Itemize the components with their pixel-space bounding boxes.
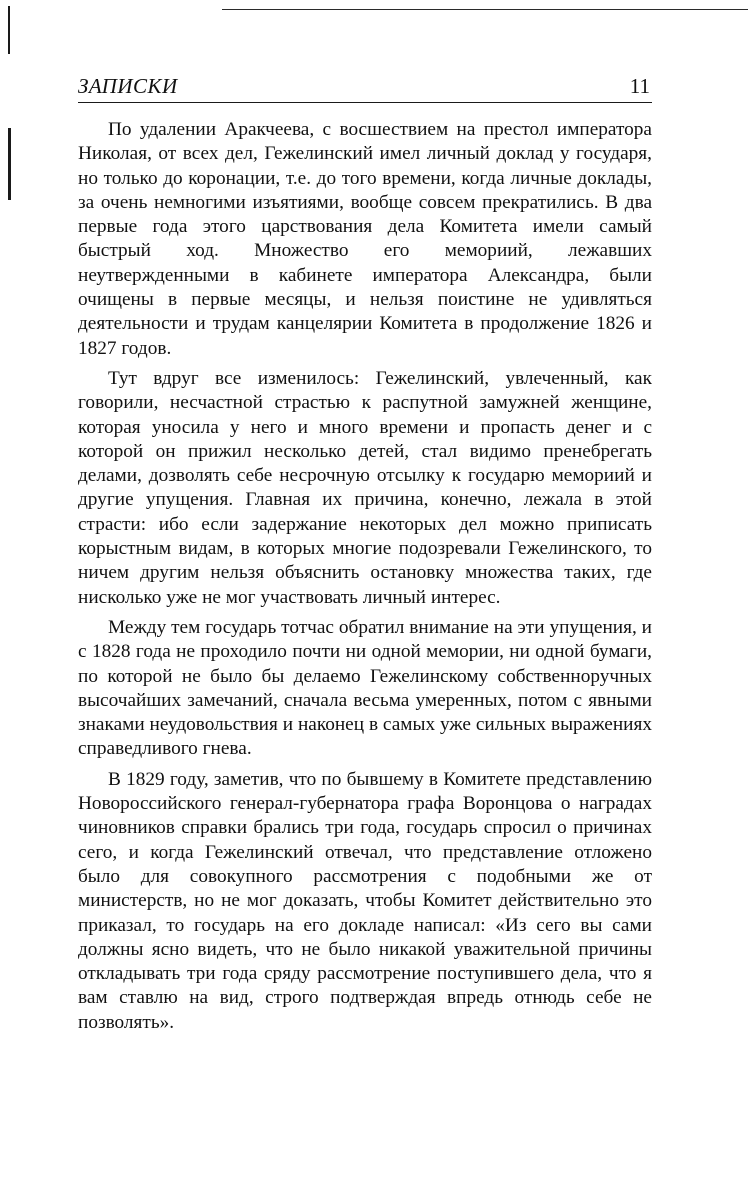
paragraph: В 1829 году, заметив, что по бывшему в Комитете представлению Новороссийского генерал-губернатора графа Воронцова о наградах чиновников справки брались три года, государь спросил о причинах сего, и когда Гежелинский отвечал, что представление отложено было для совокупного рассмотрения с подобными же от министерств, но не мог доказать, чтобы Комитет действительно это приказал, то государь на его докладе написал: «Из сего вы сами должны ясно видеть, что не было никакой уважительной причины откладывать три года сряду рассмотрение поступившего дела, что я вам ставлю на вид, строго подтверждая впредь отнюдь себе не позволять». (78, 768, 652, 1033)
paragraph: По удалении Аракчеева, с восшествием на престол императора Николая, от всех дел, Гежелинский имел личный доклад у государя, но только до коронации, т.е. до того времени, когда личные доклады, за очень немногими изъятиями, вообще совсем прекратились. В два первые года этого царствования дела Комитета имели самый быстрый ход. Множество его мемориий, лежавших неутвержденными в кабинете императора Александра, были очищены в первые месяцы, и нельзя поистине не удивляться деятельности и трудам канцелярии Комитета в продолжение 1826 и 1827 годов. (78, 119, 652, 359)
scan-margin-mark (8, 128, 11, 200)
body-text (78, 118, 652, 1041)
running-title: ЗАПИСКИ (78, 74, 178, 98)
top-rule (222, 9, 748, 10)
paragraph: Между тем государь тотчас обратил внимание на эти упущения, и с 1828 года не проходило почти ни одной мемории, ни одной бумаги, по которой не было бы делаемо Гежелинскому собственноручных высочайших замечаний, сначала весьма умеренных, потом с явными знаками неудовольствия и наконец в самых уже сильных выражениях справедливого гнева. (78, 616, 652, 760)
scan-margin-mark (8, 6, 10, 54)
paragraph: Тут вдруг все изменилось: Гежелинский, увлеченный, как говорили, несчастной страстью к распутной замужней женщине, которая уносила у него и много времени и пропасть денег и с которой он прижил несколько детей, стал видимо пренебрегать делами, дозволять себе несрочную отсылку к государю мемориий и другие упущения. Главная их причина, конечно, лежала в этой страсти: ибо если задержание некоторых дел можно приписать корыстным видам, в которых многие подозревали Гежелинского, то ничем другим нельзя объяснить остановку множества таких, где нисколько уже не мог участвовать личный интерес. (78, 367, 652, 608)
page-number: 11 (629, 74, 650, 98)
page-header (78, 72, 652, 103)
